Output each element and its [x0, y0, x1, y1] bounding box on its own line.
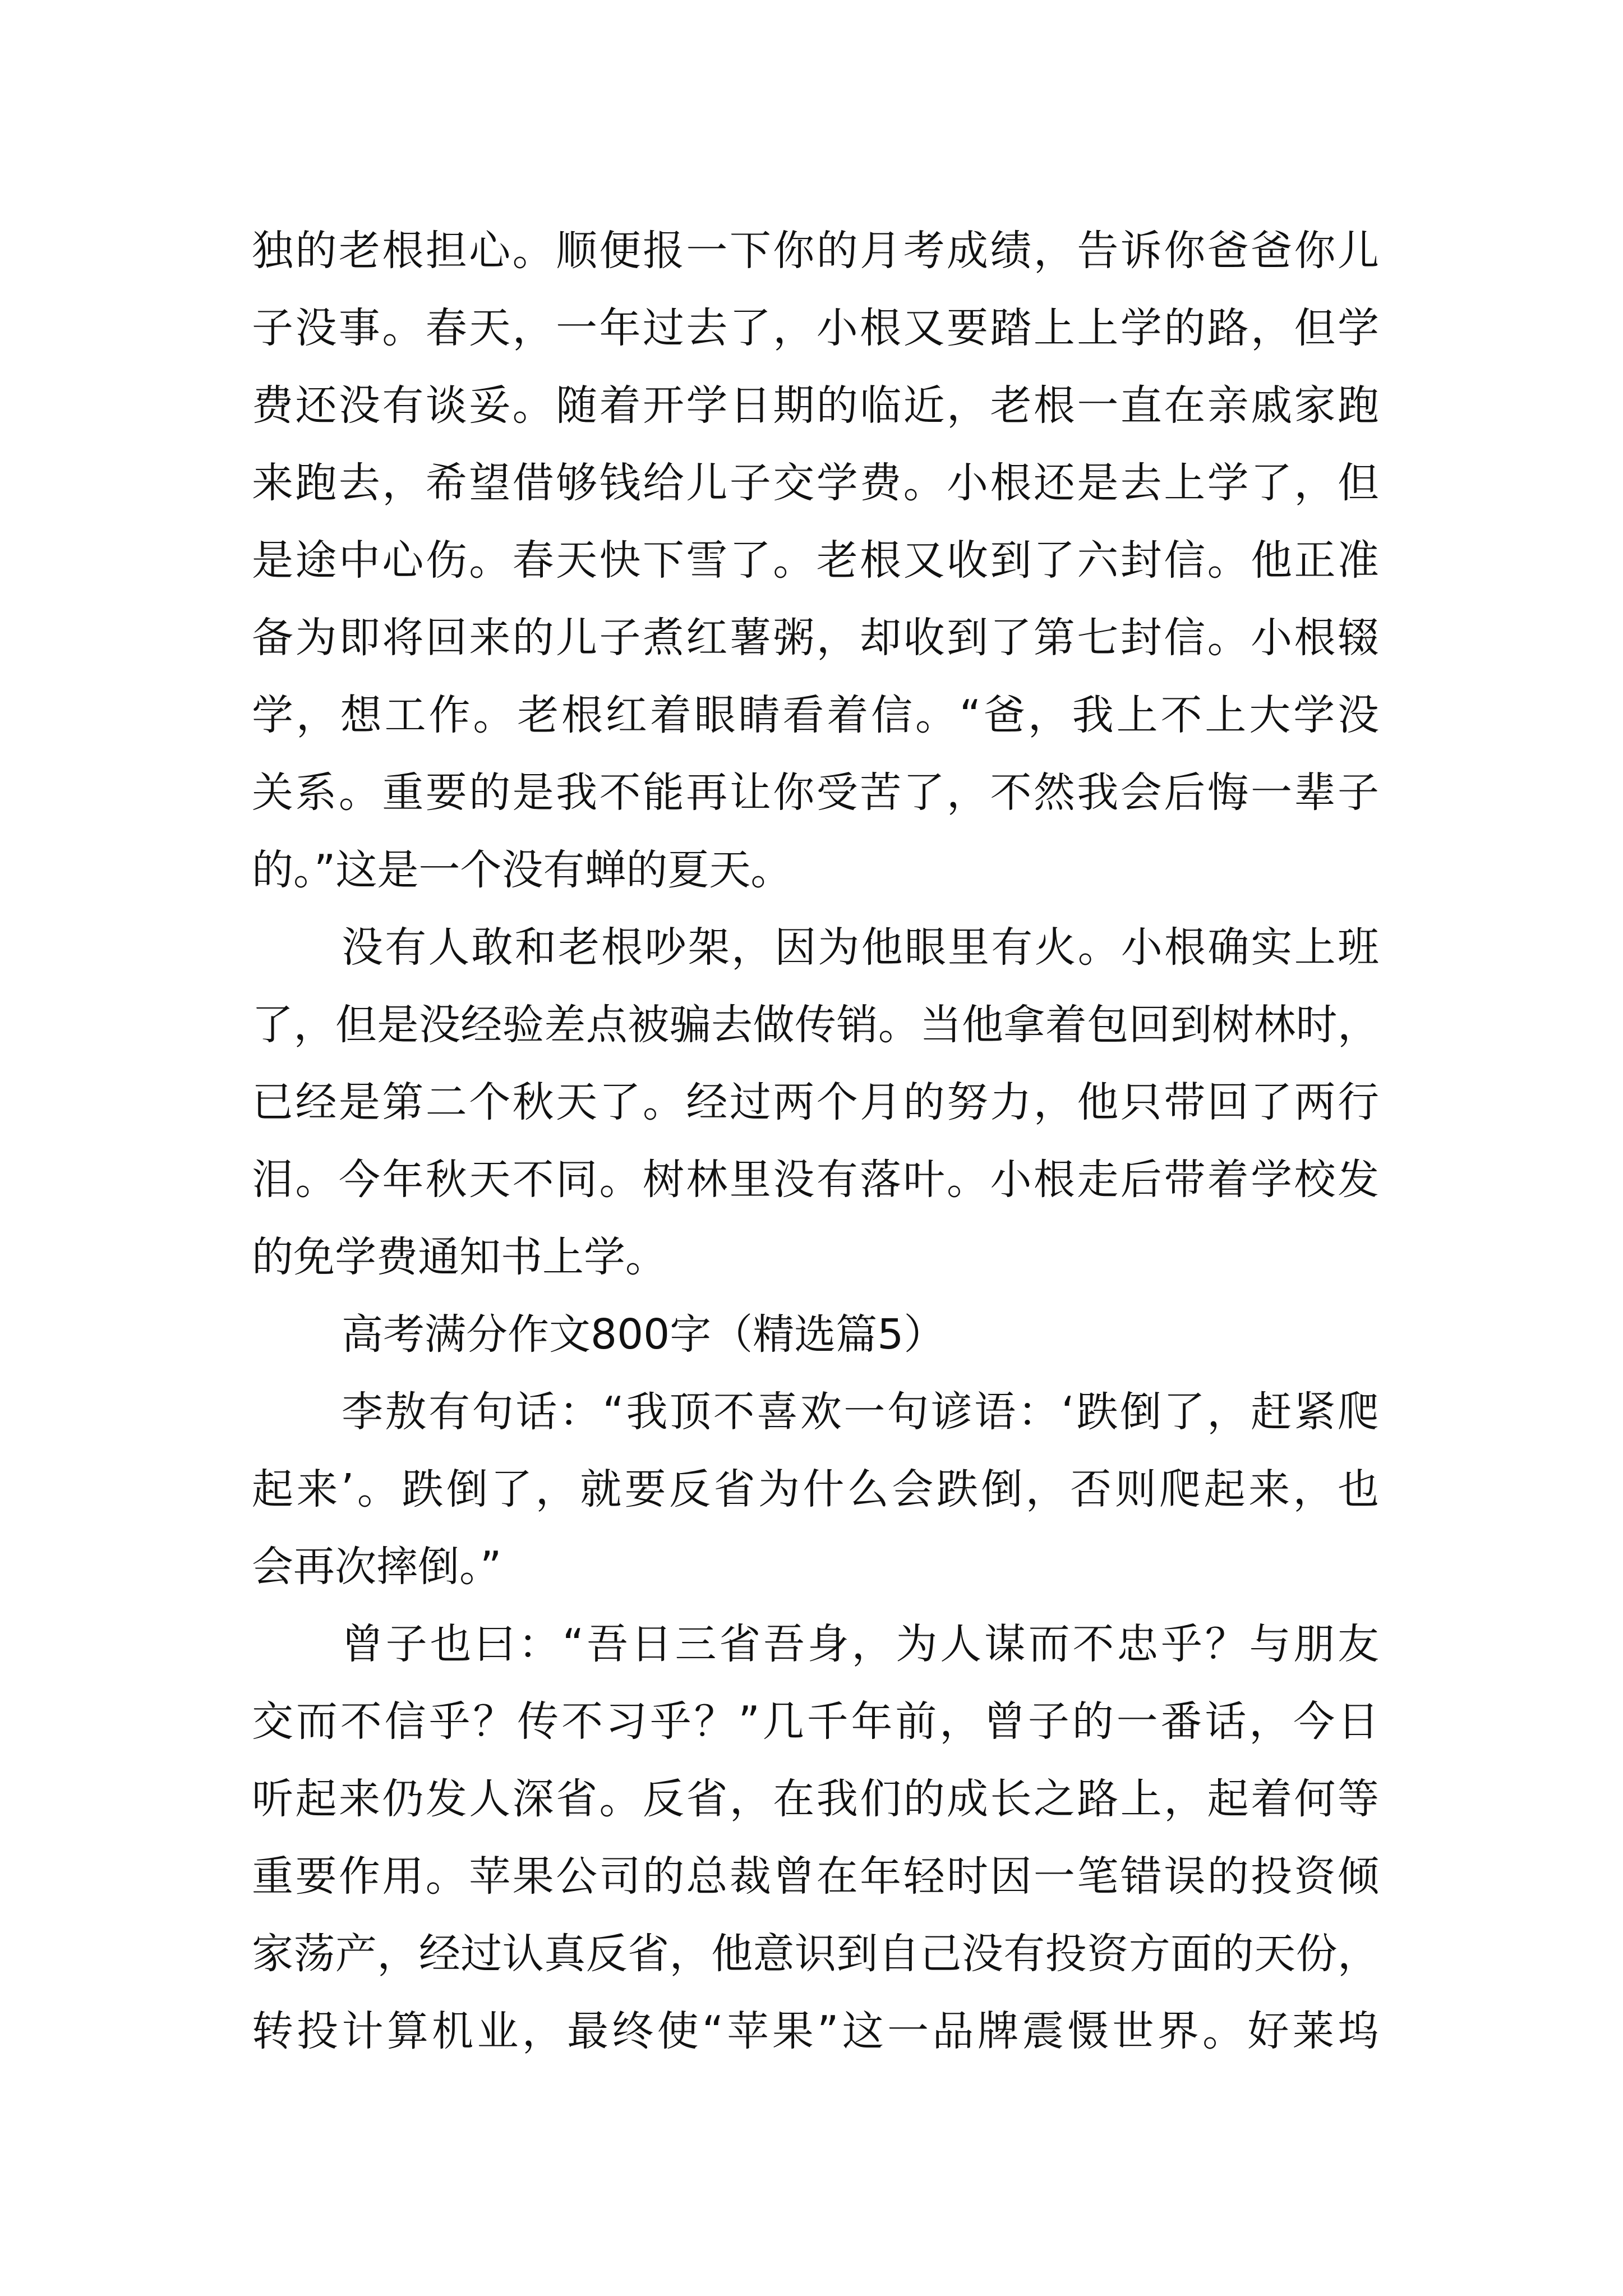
- section-heading: 高考满分作文800字（精选篇5）: [342, 1310, 946, 1359]
- text-line: 已经是第二个秋天了。经过两个月的努力，他只带回了两行: [252, 1078, 1379, 1126]
- text-line: 来跑去，希望借够钱给儿子交学费。小根还是去上学了，但: [252, 459, 1379, 507]
- text-line: 转投计算机业，最终使“苹果”这一品牌震慑世界。好莱坞: [252, 2007, 1379, 2055]
- paragraph-first-line: 曾子也曰：“吾日三省吾身，为人谋而不忠乎？与朋友: [342, 1620, 1379, 1668]
- paragraph-end-line: 的。”这是一个没有蝉的夏天。: [252, 846, 792, 894]
- paragraph-end-line: 会再次摔倒。”: [252, 1543, 502, 1591]
- text-line: 是途中心伤。春天快下雪了。老根又收到了六封信。他正准: [252, 536, 1379, 585]
- paragraph-end-line: 的免学费通知书上学。: [252, 1233, 667, 1281]
- text-line: 交而不信乎？传不习乎？”几千年前，曾子的一番话，今日: [252, 1697, 1379, 1746]
- text-line: 起来’。跌倒了，就要反省为什么会跌倒，否则爬起来，也: [252, 1465, 1379, 1513]
- text-line: 学，想工作。老根红着眼睛看着信。“爸，我上不上大学没: [252, 691, 1379, 739]
- text-line: 独的老根担心。顺便报一下你的月考成绩，告诉你爸爸你儿: [252, 227, 1379, 275]
- paragraph-first-line: 没有人敢和老根吵架，因为他眼里有火。小根确实上班: [342, 923, 1379, 972]
- text-line: 家荡产，经过认真反省，他意识到自己没有投资方面的天份，: [252, 1930, 1379, 1978]
- text-line: 泪。今年秋天不同。树林里没有落叶。小根走后带着学校发: [252, 1156, 1379, 1204]
- text-line: 关系。重要的是我不能再让你受苦了，不然我会后悔一辈子: [252, 769, 1379, 817]
- text-line: 备为即将回来的儿子煮红薯粥，却收到了第七封信。小根辍: [252, 614, 1379, 662]
- text-line: 了，但是没经验差点被骗去做传销。当他拿着包回到树林时，: [252, 1001, 1379, 1049]
- text-line: 子没事。春天，一年过去了，小根又要踏上上学的路，但学: [252, 304, 1379, 352]
- article-body: [252, 212, 1379, 2070]
- text-line: 重要作用。苹果公司的总裁曾在年轻时因一笔错误的投资倾: [252, 1852, 1379, 1901]
- paragraph-first-line: 李敖有句话：“我顶不喜欢一句谚语：‘跌倒了，赶紧爬: [342, 1388, 1379, 1436]
- text-line: 费还没有谈妥。随着开学日期的临近，老根一直在亲戚家跑: [252, 381, 1379, 430]
- text-line: 听起来仍发人深省。反省，在我们的成长之路上，起着何等: [252, 1775, 1379, 1823]
